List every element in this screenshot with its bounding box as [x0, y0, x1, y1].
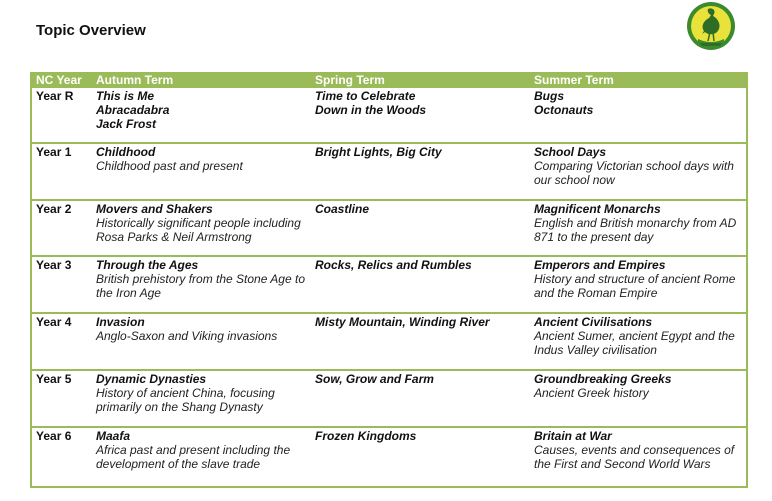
topic-name: This is Me [96, 89, 155, 103]
summer-cell [530, 201, 746, 255]
topic-table [30, 72, 748, 488]
spring-cell [311, 314, 530, 369]
topic-name: Bugs [534, 89, 564, 103]
topic-name: Maafa [96, 429, 131, 443]
summer-cell [530, 144, 746, 199]
topic-description: Historically significant people including Rosa Parks & Neil Armstrong [96, 216, 301, 244]
header-year: NC Year [36, 73, 82, 87]
header-summer: Summer Term [534, 73, 614, 87]
summer-cell [530, 428, 746, 486]
topic-description: History of ancient China, focusing primarily on the Shang Dynasty [96, 386, 275, 414]
header-autumn: Autumn Term [96, 73, 174, 87]
table-row [32, 371, 746, 428]
autumn-cell [92, 144, 311, 199]
table-body [32, 88, 746, 486]
summer-cell [530, 371, 746, 426]
topic-name: Britain at War [534, 429, 612, 443]
topic-name: Abracadabra [96, 103, 170, 117]
topic-description: Causes, events and consequences of the First and Second World Wars [534, 443, 735, 471]
table-row [32, 88, 746, 144]
topic-description: Africa past and present including the development of the slave trade [96, 443, 291, 471]
topic-name: Down in the Woods [315, 103, 427, 117]
topic-name: Frozen Kingdoms [315, 429, 417, 443]
topic-name: Octonauts [534, 103, 594, 117]
topic-description: Ancient Sumer, ancient Egypt and the Indus Valley civilisation [534, 329, 735, 357]
summer-cell [530, 314, 746, 369]
topic-name: Ancient Civilisations [534, 315, 653, 329]
table-row [32, 201, 746, 257]
spring-cell [311, 201, 530, 255]
table-row [32, 257, 746, 314]
year-cell: Year 2 [36, 202, 72, 216]
topic-name: Misty Mountain, Winding River [315, 315, 490, 329]
topic-name: Invasion [96, 315, 145, 329]
spring-cell [311, 428, 530, 486]
topic-description: Anglo-Saxon and Viking invasions [96, 329, 278, 343]
autumn-cell [92, 371, 311, 426]
table-row [32, 314, 746, 371]
topic-name: Dynamic Dynasties [96, 372, 207, 386]
spring-cell [311, 144, 530, 199]
topic-description: History and structure of ancient Rome and the Roman Empire [534, 272, 736, 300]
autumn-cell [92, 428, 311, 486]
topic-name: Movers and Shakers [96, 202, 213, 216]
year-cell: Year 4 [36, 315, 72, 329]
topic-name: Childhood [96, 145, 156, 159]
header-spring: Spring Term [315, 73, 385, 87]
topic-name: Emperors and Empires [534, 258, 666, 272]
heron-school-logo-icon [686, 1, 736, 51]
topic-name: School Days [534, 145, 607, 159]
autumn-cell [92, 257, 311, 312]
topic-name: Through the Ages [96, 258, 199, 272]
topic-name: Jack Frost [96, 117, 157, 131]
table-row [32, 428, 746, 486]
topic-name: Coastline [315, 202, 370, 216]
autumn-cell [92, 314, 311, 369]
spring-cell [311, 371, 530, 426]
topic-name: Rocks, Relics and Rumbles [315, 258, 472, 272]
topic-description: Childhood past and present [96, 159, 243, 173]
topic-name: Groundbreaking Greeks [534, 372, 672, 386]
summer-cell [530, 88, 746, 142]
topic-description: British prehistory from the Stone Age to the Iron Age [96, 272, 305, 300]
topic-description: Comparing Victorian school days with our school now [534, 159, 734, 187]
spring-cell [311, 257, 530, 312]
topic-name: Magnificent Monarchs [534, 202, 661, 216]
topic-description: English and British monarchy from AD 871 to the present day [534, 216, 737, 244]
spring-cell [311, 88, 530, 142]
topic-name: Bright Lights, Big City [315, 145, 442, 159]
year-cell: Year 6 [36, 429, 72, 443]
year-cell: Year 1 [36, 145, 72, 159]
autumn-cell [92, 88, 311, 142]
summer-cell [530, 257, 746, 312]
year-cell: Year 3 [36, 258, 72, 272]
topic-description: Ancient Greek history [534, 386, 649, 400]
year-cell: Year 5 [36, 372, 72, 386]
topic-name: Sow, Grow and Farm [315, 372, 434, 386]
topic-name: Time to Celebrate [315, 89, 416, 103]
year-cell: Year R [36, 89, 74, 103]
autumn-cell [92, 201, 311, 255]
page-title: Topic Overview [36, 22, 146, 39]
table-header [32, 72, 746, 88]
table-row [32, 144, 746, 201]
